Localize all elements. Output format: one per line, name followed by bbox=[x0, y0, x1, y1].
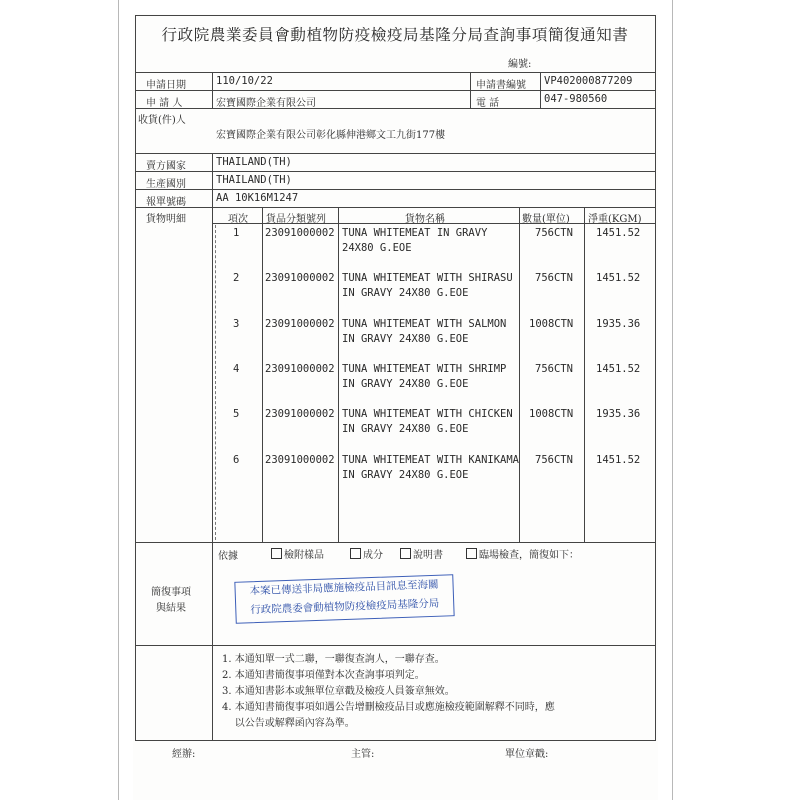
apply-date-value: 110/10/22 bbox=[216, 75, 273, 87]
row-weight: 1451.52 bbox=[596, 272, 641, 284]
mid-divider bbox=[470, 72, 471, 108]
row-weight: 1451.52 bbox=[596, 363, 641, 375]
stamp-line-1: 本案已傳送非局應施檢疫品目訊息至海關 bbox=[249, 578, 439, 598]
checkbox-icon bbox=[271, 548, 282, 559]
declaration-value: AA 10K16M1247 bbox=[216, 192, 299, 204]
note-4: 4. 本通知書簡復事項如遇公告增刪檢疫品目或應施檢疫範圍解釋不同時，應 bbox=[222, 702, 555, 713]
rule-5 bbox=[135, 171, 656, 172]
note-3: 3. 本通知書影本或無單位章戳及檢疫人員簽章無效。 bbox=[222, 686, 455, 697]
row-code: 23091000002 bbox=[265, 272, 335, 284]
row-weight: 1451.52 bbox=[596, 454, 641, 466]
rule-4 bbox=[135, 153, 656, 154]
col-header-qty: 數量(單位) bbox=[522, 214, 570, 225]
col-header-code: 貨品分類號列 bbox=[266, 214, 326, 225]
checkbox-icon bbox=[350, 548, 361, 559]
mid-divider-2 bbox=[540, 72, 541, 108]
page-edge-right bbox=[672, 0, 673, 800]
row-name-1: TUNA WHITEMEAT WITH SHIRASU bbox=[342, 272, 513, 284]
official-stamp bbox=[234, 574, 454, 624]
consignee-label: 收貨(件)人 bbox=[138, 115, 186, 126]
row-no: 2 bbox=[233, 272, 240, 284]
row-no: 4 bbox=[233, 363, 240, 375]
note-4-cont: 以公告或解釋函內容為準。 bbox=[222, 718, 355, 729]
label-divider-b bbox=[212, 153, 213, 207]
option-inspection-label: 臨場檢查，簡復如下： bbox=[479, 550, 579, 561]
col-header-no: 項次 bbox=[228, 214, 248, 225]
row-qty: 756CTN bbox=[535, 454, 573, 466]
rule-1 bbox=[135, 72, 656, 73]
col-header-name: 貨物名稱 bbox=[405, 214, 445, 225]
note-1: 1. 本通知單一式二聯，一聯復查詢人，一聯存查。 bbox=[222, 654, 445, 665]
row-weight: 1935.36 bbox=[596, 318, 641, 330]
origin-label: 生產國別 bbox=[146, 179, 186, 190]
col-2 bbox=[338, 207, 339, 542]
basis-label: 依據 bbox=[218, 551, 238, 562]
row-name-2: IN GRAVY 24X80 G.EOE bbox=[342, 469, 469, 481]
col-3 bbox=[519, 207, 520, 542]
app-no-value: VP402000877209 bbox=[544, 75, 633, 87]
row-weight: 1451.52 bbox=[596, 227, 641, 239]
option-manual[interactable] bbox=[400, 546, 443, 561]
page-edge-left bbox=[118, 0, 119, 800]
checkbox-icon bbox=[400, 548, 411, 559]
row-name-2: IN GRAVY 24X80 G.EOE bbox=[342, 378, 469, 390]
row-name-2: 24X80 G.EOE bbox=[342, 242, 412, 254]
goods-label: 貨物明細 bbox=[146, 214, 186, 225]
reply-section-label-1: 簡復事項 bbox=[151, 587, 191, 598]
option-ingredients-label: 成分 bbox=[363, 550, 383, 561]
row-code: 23091000002 bbox=[265, 318, 335, 330]
option-sample-label: 檢附樣品 bbox=[284, 550, 324, 561]
note-2: 2. 本通知書簡復事項僅對本次查詢事項判定。 bbox=[222, 670, 425, 681]
row-no: 3 bbox=[233, 318, 240, 330]
origin-value: THAILAND(TH) bbox=[216, 174, 292, 186]
rule-6 bbox=[135, 189, 656, 190]
row-no: 1 bbox=[233, 227, 240, 239]
option-sample[interactable] bbox=[271, 546, 324, 561]
reply-section-label-2: 與結果 bbox=[156, 603, 186, 614]
row-name-1: TUNA WHITEMEAT IN GRAVY bbox=[342, 227, 488, 239]
rule-notes bbox=[135, 645, 656, 646]
row-weight: 1935.36 bbox=[596, 408, 641, 420]
row-no: 6 bbox=[233, 454, 240, 466]
label-divider-c bbox=[212, 207, 213, 542]
rule-3 bbox=[135, 108, 656, 109]
row-name-2: IN GRAVY 24X80 G.EOE bbox=[342, 287, 469, 299]
row-name-1: TUNA WHITEMEAT WITH KANIKAMA bbox=[342, 454, 520, 466]
consignee-value: 宏寶國際企業有限公司彰化縣伸港鄉文工九街177樓 bbox=[216, 130, 446, 141]
row-code: 23091000002 bbox=[265, 363, 335, 375]
outer-bottom bbox=[135, 740, 656, 741]
seller-country-label: 賣方國家 bbox=[146, 161, 186, 172]
row-name-2: IN GRAVY 24X80 G.EOE bbox=[342, 423, 469, 435]
stamp-line-2: 行政院農委會動植物防疫檢疫局基隆分局 bbox=[250, 597, 440, 617]
reply-divider bbox=[212, 542, 213, 740]
rule-table-bottom bbox=[135, 542, 656, 543]
row-code: 23091000002 bbox=[265, 227, 335, 239]
option-manual-label: 說明書 bbox=[413, 550, 443, 561]
row-code: 23091000002 bbox=[265, 454, 335, 466]
document-title: 行政院農業委員會動植物防疫檢疫局基隆分局查詢事項簡復通知書 bbox=[161, 26, 629, 44]
label-divider-a bbox=[212, 72, 213, 108]
col-header-weight: 淨重(KGM) bbox=[588, 214, 642, 225]
phone-value: 047-980560 bbox=[544, 93, 608, 105]
applicant-value: 宏寶國際企業有限公司 bbox=[216, 98, 316, 109]
outer-right bbox=[655, 15, 656, 740]
footer-handler: 經辦: bbox=[172, 749, 196, 760]
row-name-1: TUNA WHITEMEAT WITH SALMON bbox=[342, 318, 507, 330]
row-name-1: TUNA WHITEMEAT WITH SHRIMP bbox=[342, 363, 507, 375]
phone-label: 電 話 bbox=[476, 98, 500, 109]
row-code: 23091000002 bbox=[265, 408, 335, 420]
declaration-label: 報單號碼 bbox=[146, 197, 186, 208]
row-name-1: TUNA WHITEMEAT WITH CHICKEN bbox=[342, 408, 513, 420]
col-4 bbox=[584, 207, 585, 542]
serial-label: 編號: bbox=[508, 59, 532, 70]
row-qty: 1008CTN bbox=[529, 408, 574, 420]
checkbox-icon bbox=[466, 548, 477, 559]
dashed-guide bbox=[215, 225, 216, 540]
option-ingredients[interactable] bbox=[350, 546, 383, 561]
outer-top bbox=[135, 15, 656, 16]
footer-unit-seal: 單位章戳: bbox=[505, 749, 549, 760]
row-name-2: IN GRAVY 24X80 G.EOE bbox=[342, 333, 469, 345]
seller-country-value: THAILAND(TH) bbox=[216, 156, 292, 168]
col-1 bbox=[262, 207, 263, 542]
option-inspection[interactable] bbox=[466, 546, 579, 561]
row-no: 5 bbox=[233, 408, 240, 420]
row-qty: 756CTN bbox=[535, 227, 573, 239]
app-no-label: 申請書編號 bbox=[476, 80, 526, 91]
rule-7 bbox=[135, 207, 656, 208]
outer-left bbox=[135, 15, 136, 740]
row-qty: 1008CTN bbox=[529, 318, 574, 330]
row-qty: 756CTN bbox=[535, 272, 573, 284]
footer-supervisor: 主管: bbox=[351, 749, 375, 760]
rule-2 bbox=[135, 90, 656, 91]
apply-date-label: 申請日期 bbox=[146, 80, 186, 91]
row-qty: 756CTN bbox=[535, 363, 573, 375]
applicant-label: 申 請 人 bbox=[146, 98, 183, 109]
